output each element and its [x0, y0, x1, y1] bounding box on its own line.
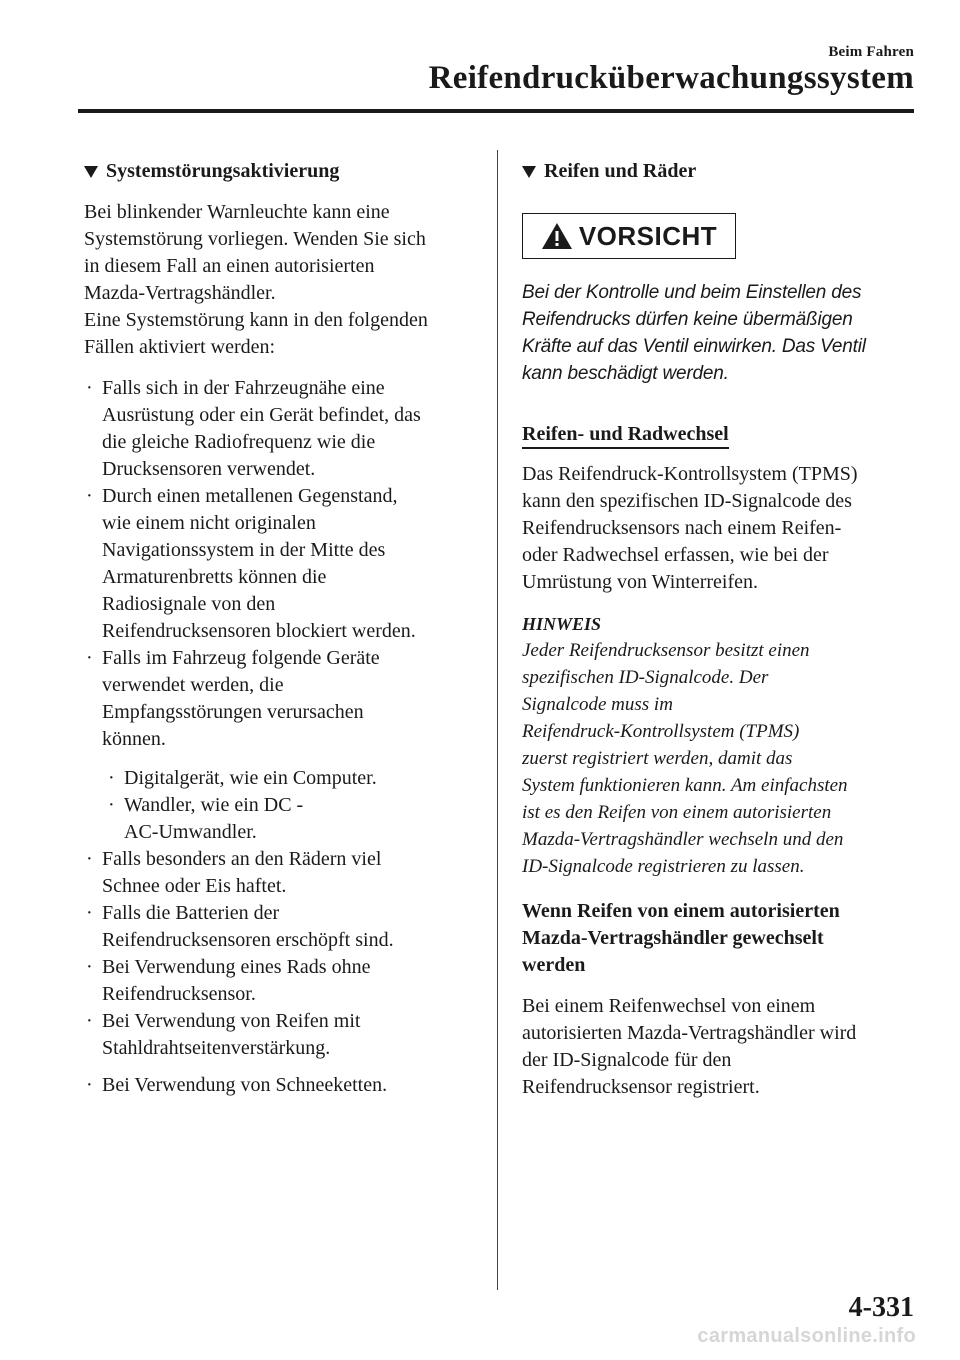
bullet-icon: ·: [86, 1074, 93, 1096]
text-line: verwendet werden, die: [102, 674, 284, 696]
text-line: kann beschädigt werden.: [522, 363, 729, 384]
section-label: Beim Fahren: [828, 44, 914, 60]
page-number: 4-331: [848, 1292, 914, 1323]
text-line: Falls die Batterien der: [102, 902, 280, 924]
subheading-tire-change: Reifen- und Radwechsel: [522, 423, 729, 449]
right-column: [522, 160, 918, 1101]
page-title: Reifendrucküberwachungssystem: [428, 60, 914, 96]
text-line: kann den spezifischen ID-Signalcode des: [522, 490, 852, 512]
triangle-down-icon: [522, 166, 536, 178]
text-line: Drucksensoren verwendet.: [102, 458, 316, 480]
text-line: Reifendrucksensoren blockiert werden.: [102, 620, 416, 642]
header-rule: [78, 109, 914, 113]
bullet-icon: ·: [86, 377, 93, 399]
text-line: Bei der Kontrolle und beim Einstellen des: [522, 282, 862, 303]
bullet-icon: ·: [86, 848, 93, 870]
section-heading-tires-wheels: [522, 160, 918, 183]
list-item: [84, 954, 476, 1008]
fault-cause-list: [84, 375, 476, 753]
text-line: Systemstörung vorliegen. Wenden Sie sich: [84, 228, 426, 250]
text-line: System funktionieren kann. Am einfachsten: [522, 775, 848, 796]
text-line: Radiosignale von den: [102, 593, 276, 615]
text-line: Falls sich in der Fahrzeugnähe eine: [102, 377, 385, 399]
intro-paragraph: [84, 199, 476, 361]
list-item: [84, 645, 476, 753]
list-item: [84, 483, 476, 645]
bullet-icon: ·: [108, 794, 115, 816]
text-line: Stahldrahtseitenverstärkung.: [102, 1037, 331, 1059]
text-line: Jeder Reifendrucksensor besitzt einen: [522, 640, 810, 661]
caution-box: [522, 213, 736, 259]
list-item: [106, 765, 476, 792]
caution-label: VORSICHT: [578, 220, 718, 251]
text-line: Ausrüstung oder ein Gerät befindet, das: [102, 404, 421, 426]
text-line: wie einem nicht originalen: [102, 512, 316, 534]
section-heading-system-fault: [84, 160, 476, 183]
text-line: ID-Signalcode registrieren zu lassen.: [522, 856, 805, 877]
text-line: Reifendrucks dürfen keine übermäßigen: [522, 309, 853, 330]
text-line: ist es den Reifen von einem autorisierten: [522, 802, 832, 823]
warning-triangle-icon: [541, 222, 573, 250]
text-line: AC-Umwandler.: [124, 821, 257, 843]
text-line: Eine Systemstörung kann in den folgenden: [84, 309, 428, 331]
text-line: können.: [102, 728, 166, 750]
text-line: oder Radwechsel erfassen, wie bei der: [522, 544, 829, 566]
note-label: HINWEIS: [522, 614, 602, 634]
device-sublist: [106, 765, 476, 846]
text-line: Schnee oder Eis haftet.: [102, 875, 287, 897]
watermark-text: carmanualsonline.info: [697, 1325, 916, 1347]
section-heading-text: Systemstörungsaktivierung: [106, 160, 340, 182]
list-item: [84, 1008, 476, 1062]
text-line: Mazda-Vertragshändler.: [84, 282, 276, 304]
list-item: [84, 375, 476, 483]
text-line: Bei blinkender Warnleuchte kann eine: [84, 201, 390, 223]
section-heading-text: Reifen und Räder: [544, 160, 697, 182]
text-line: Wandler, wie ein DC -: [124, 794, 304, 816]
text-line: Reifendrucksensor.: [102, 983, 256, 1005]
text-line: Mazda-Vertragshändler wechseln und den: [522, 829, 844, 850]
text-line: Signalcode muss im: [522, 694, 673, 715]
subheading-wrapper: [522, 405, 918, 449]
bullet-icon: ·: [86, 902, 93, 924]
text-line: Das Reifendruck-Kontrollsystem (TPMS): [522, 463, 858, 485]
bullet-icon: ·: [86, 1010, 93, 1032]
text-line: der ID-Signalcode für den: [522, 1049, 732, 1071]
text-line: Reifendrucksensors nach einem Reifen-: [522, 517, 842, 539]
triangle-down-icon: [84, 166, 98, 178]
text-line: Bei Verwendung eines Rads ohne: [102, 956, 371, 978]
bullet-icon: ·: [86, 647, 93, 669]
tpms-paragraph: [522, 461, 918, 596]
caution-text: [522, 279, 918, 387]
left-column: [84, 160, 476, 1099]
text-line: Mazda-Vertragshändler gewechselt: [522, 927, 824, 949]
text-line: Falls besonders an den Rädern viel: [102, 848, 382, 870]
text-line: in diesem Fall an einen autorisierten: [84, 255, 375, 277]
text-line: Digitalgerät, wie ein Computer.: [124, 767, 377, 789]
text-line: Fällen aktiviert werden:: [84, 336, 276, 358]
text-line: Navigationssystem in der Mitte des: [102, 539, 386, 561]
text-line: zuerst registriert werden, damit das: [522, 748, 793, 769]
text-line: Bei Verwendung von Schneeketten.: [102, 1074, 388, 1096]
bullet-icon: ·: [86, 956, 93, 978]
text-line: die gleiche Radiofrequenz wie die: [102, 431, 376, 453]
text-line: Armaturenbretts können die: [102, 566, 327, 588]
text-line: Reifendruck-Kontrollsystem (TPMS): [522, 721, 800, 742]
text-line: autorisierten Mazda-Vertragshändler wird: [522, 1022, 857, 1044]
bullet-icon: ·: [108, 767, 115, 789]
text-line: Reifendrucksensoren erschöpft sind.: [102, 929, 394, 951]
list-item: [106, 792, 476, 846]
dealer-change-heading: [522, 898, 918, 979]
text-line: spezifischen ID-Signalcode. Der: [522, 667, 769, 688]
text-line: Falls im Fahrzeug folgende Geräte: [102, 647, 380, 669]
text-line: Bei einem Reifenwechsel von einem: [522, 995, 816, 1017]
bullet-icon: ·: [86, 485, 93, 507]
text-line: Reifendrucksensor registriert.: [522, 1076, 760, 1098]
dealer-change-paragraph: [522, 993, 918, 1101]
list-item: [84, 1072, 476, 1099]
text-line: Durch einen metallenen Gegenstand,: [102, 485, 398, 507]
text-line: Kräfte auf das Ventil einwirken. Das Ventil: [522, 336, 866, 357]
text-line: Wenn Reifen von einem autorisierten: [522, 900, 840, 922]
note-text: [522, 637, 918, 880]
column-divider: [497, 150, 498, 1290]
text-line: Empfangsstörungen verursachen: [102, 701, 364, 723]
text-line: werden: [522, 954, 586, 976]
text-line: Umrüstung von Winterreifen.: [522, 571, 758, 593]
list-item: [84, 846, 476, 900]
text-line: Bei Verwendung von Reifen mit: [102, 1010, 361, 1032]
fault-cause-list-continued: [84, 846, 476, 1099]
list-item: [84, 900, 476, 954]
